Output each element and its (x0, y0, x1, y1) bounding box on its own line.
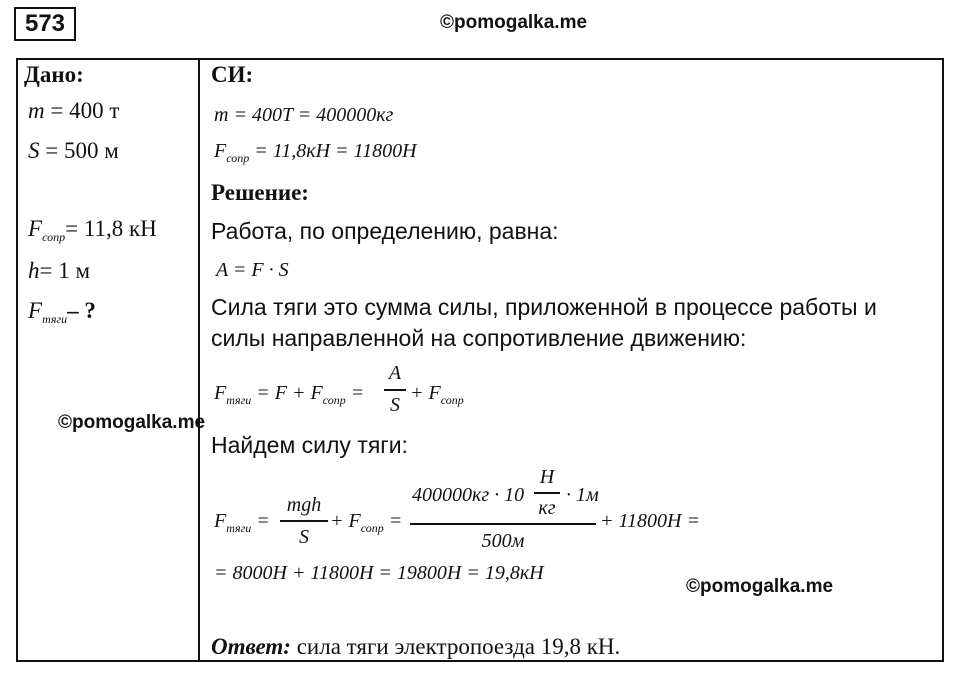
watermark-right: ©pomogalka.me (686, 576, 834, 597)
mass-value: = 400 т (50, 98, 120, 123)
force-subscript: сопр (42, 230, 66, 244)
unit-fraction-denominator: кг (538, 497, 556, 519)
traction-eq: = (345, 382, 365, 404)
force-symbol: F (28, 216, 43, 241)
final-eq2: = (383, 510, 403, 532)
given-title: Дано: (24, 62, 84, 87)
formula-final-tail: + 11800Н = (600, 510, 700, 532)
formula-traction-lhs (214, 382, 364, 408)
final-symbol: F (214, 510, 227, 532)
given-mass (28, 98, 119, 124)
formula-traction-rhs (410, 382, 464, 408)
traction-plus: + F (410, 382, 441, 404)
unit-fraction-numerator: Н (539, 466, 555, 488)
force-value: = 11,8 кН (65, 216, 157, 241)
height-symbol: h (28, 258, 40, 283)
final-plus-subscript: сопр (360, 521, 384, 535)
watermark-left: ©pomogalka.me (58, 412, 206, 433)
fraction-a-line (384, 389, 406, 391)
unknown-subscript: тяги (42, 312, 68, 326)
final-plus: + F (330, 510, 361, 532)
watermark-top: ©pomogalka.me (440, 12, 588, 33)
traction-subscript: тяги (226, 393, 252, 407)
formula-work: A = F · S (216, 259, 289, 281)
given-resistance-force (28, 216, 157, 245)
solution-title: Решение: (211, 180, 309, 205)
si-force-symbol: F (214, 140, 227, 162)
si-force-subscript: сопр (226, 151, 250, 165)
si-title: СИ: (211, 62, 254, 87)
formula-final-result: = 8000Н + 11800Н = 19800Н = 19,8кН (214, 562, 544, 584)
distance-value: = 500 м (45, 138, 119, 163)
unknown-question: – ? (67, 298, 96, 323)
problem-number: 573 (14, 7, 76, 41)
big-fraction-numerator-a: 400000кг · 10 (412, 484, 525, 506)
fraction-a-denominator: S (390, 394, 400, 416)
si-mass-conversion: m = 400T = 400000кг (214, 104, 394, 126)
answer (211, 634, 620, 660)
final-eq1: = (251, 510, 270, 532)
fraction-mgh-line (280, 520, 328, 522)
traction-mid-subscript: сопр (322, 393, 346, 407)
column-divider (198, 58, 200, 662)
big-fraction-denominator: 500м (481, 530, 525, 552)
answer-text: сила тяги электропоезда 19,8 кН. (290, 634, 621, 659)
unit-fraction-line (534, 492, 560, 494)
unknown-symbol: F (28, 298, 43, 323)
si-force-rest: = 11,8кН = 11800Н (249, 140, 417, 162)
fraction-a-numerator: A (388, 362, 402, 384)
distance-symbol: S (28, 138, 40, 163)
traction-symbol: F (214, 382, 227, 404)
big-fraction-numerator-b: · 1м (566, 484, 599, 506)
big-fraction-line (410, 523, 596, 525)
si-force-conversion (214, 140, 417, 166)
final-subscript: тяги (226, 521, 252, 535)
solution-text-traction-1: Сила тяги это сумма силы, приложенной в процессе работы и (211, 294, 877, 320)
solution-text-traction-2: силы направленной на сопротивление движению: (211, 325, 747, 351)
fraction-mgh-numerator: mgh (286, 494, 322, 516)
solution-text-work: Работа, по определению, равна: (211, 218, 559, 244)
formula-final-mid (330, 510, 402, 536)
height-value: = 1 м (39, 258, 91, 283)
solution-text-find: Найдем силу тяги: (211, 432, 408, 458)
given-distance (28, 138, 119, 164)
fraction-mgh-denominator: S (299, 526, 309, 548)
given-height (28, 258, 90, 284)
given-unknown (28, 298, 96, 327)
traction-plus-subscript: сопр (440, 393, 464, 407)
mass-symbol: m (28, 98, 45, 123)
traction-mid: = F + F (251, 382, 323, 404)
formula-final-lhs (214, 510, 270, 536)
answer-label: Ответ: (211, 634, 291, 659)
